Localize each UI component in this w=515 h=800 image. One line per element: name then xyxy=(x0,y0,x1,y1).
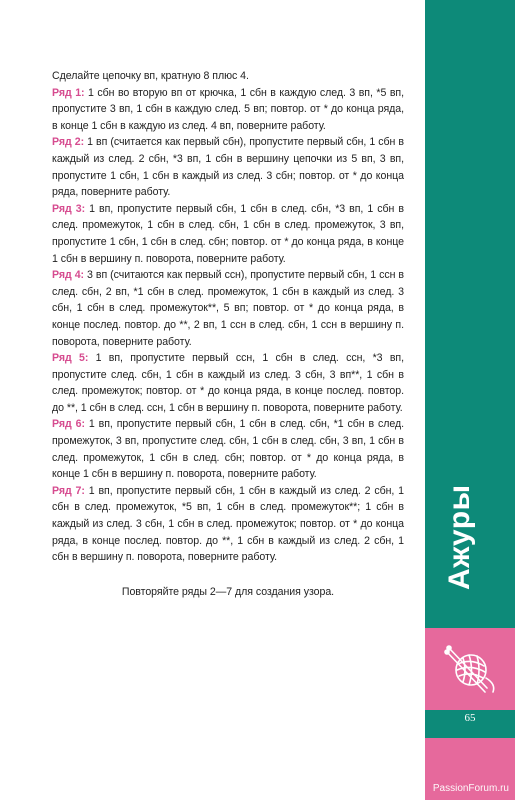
row-1 xyxy=(52,85,404,135)
row-6 xyxy=(52,416,404,482)
row-label: Ряд 4: xyxy=(52,269,85,282)
watermark: PassionForum.ru xyxy=(432,783,509,794)
section-title: Ажуры xyxy=(443,484,476,590)
row-label: Ряд 5: xyxy=(52,352,89,365)
row-2 xyxy=(52,134,404,200)
row-text: 3 вп (считаются как первый ссн), пропустите первый сбн, 1 ссн в след. сбн, 2 вп, *1 сбн в след. промежуток, 1 сбн в каждый из след. 3 сбн, 1 сбн в след. промежуток**, 5 вп; повтор. от * до конца ряда, в конце послед. повтор. до **, 2 вп, 1 ссн в след. сбн, 1 ссн в вершину п. поворота, поверните работу. xyxy=(52,269,404,348)
row-3 xyxy=(52,201,404,267)
row-5 xyxy=(52,350,404,416)
intro-line: Сделайте цепочку вп, кратную 8 плюс 4. xyxy=(52,70,249,82)
row-text: 1 вп, пропустите первый сбн, 1 сбн в каждый из след. 2 сбн, 1 сбн в след. промежуток, *5 вп, 1 сбн в след. промежуток**; 1 сбн в каждый из след. 3 сбн, 1 сбн в след. промежуток; повтор. от * до конца ряда, в конце послед. повтор. до **, 1 сбн в каждый из след. 2 сбн, 1 сбн в вершину п. поворота, поверните работу. xyxy=(52,484,404,564)
row-4 xyxy=(52,267,404,350)
sidebar xyxy=(425,0,515,800)
repeat-note: Повторяйте ряды 2—7 для создания узора. xyxy=(121,585,335,598)
row-text: 1 вп, пропустите первый сбн, 1 сбн в след. сбн, *3 вп, 1 сбн в след. промежуток, 1 сбн в след. сбн, 1 сбн в след. промежуток, 3 вп, пропустите 1 сбн, 1 сбн в след. сбн; повтор. от * до конца ряда, в конце 1 сбн в вершину п. поворота, поверните работу. xyxy=(52,202,405,265)
row-text: 1 вп, пропустите первый ссн, 1 сбн в след. ссн, *3 вп, пропустите след. сбн, 1 сбн в каждый из след. 3 сбн, 3 вп**, 1 сбн в след. промежуток; повтор. от * до конца ряда, в конце послед. повтор. до **, 1 сбн в след. ссн, 1 сбн в вершину п. поворота, поверните работу. xyxy=(52,352,404,414)
row-text: 1 вп, пропустите первый сбн, 1 сбн в след. сбн, *1 сбн в след. промежуток, 3 вп, пропустите след. сбн, 1 сбн в след. сбн, 3 вп, 1 сбн в след. промежуток, 1 сбн в след. сбн; повтор. от * до конца ряда, в конце 1 сбн в вершину п. поворота, поверните работу. xyxy=(52,418,404,481)
pattern-text xyxy=(52,68,404,600)
row-text: 1 вп (считается как первый сбн), пропустите первый сбн, 1 сбн в каждый из след. 2 сбн, *3 вп, 1 сбн в вершину цепочки из 5 вп, 3 вп, пропустите 1 сбн, 1 сбн в каждый из след. 3 сбн; повтор. от * до конца ряда, поверните работу. xyxy=(52,136,404,199)
page-number: 65 xyxy=(464,712,476,724)
row-text: 1 сбн во вторую вп от крючка, 1 сбн в каждую след. 3 вп, *5 вп, пропустите 3 вп, 1 сбн в каждую след. 5 вп; повтор. от * до конца ряда, в конце 1 сбн в каждую из след. 4 вп, поверните работу. xyxy=(52,86,404,132)
row-label: Ряд 3: xyxy=(52,202,86,215)
row-label: Ряд 7: xyxy=(52,484,85,497)
yarn-ball-icon xyxy=(441,638,501,698)
row-7 xyxy=(52,483,404,566)
row-label: Ряд 1: xyxy=(52,86,85,99)
sidebar-top-strip xyxy=(425,0,515,18)
icon-panel xyxy=(425,628,515,710)
row-label: Ряд 2: xyxy=(52,136,85,149)
row-label: Ряд 6: xyxy=(52,418,85,431)
